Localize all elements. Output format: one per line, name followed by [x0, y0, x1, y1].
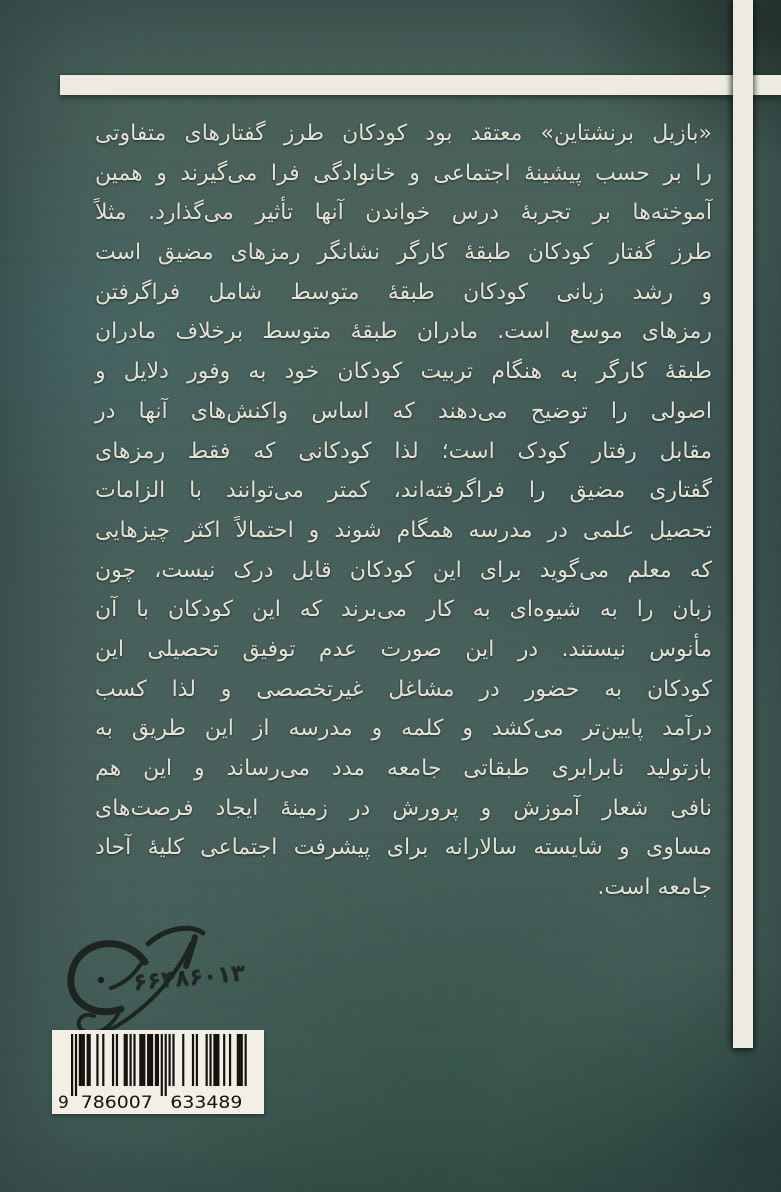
logo-dot — [98, 977, 104, 983]
paragraph-line: نافی شعار آموزش و پرورش در زمینهٔ ایجاد فرصت‌های — [95, 795, 712, 821]
paragraph-line: گفتاری مضیق را فراگرفته‌اند، کمتر می‌توانند با الزامات — [95, 478, 712, 504]
paragraph-line: را بر حسب پیشینهٔ اجتماعی و خانوادگی فرا می‌گیرند و همین — [95, 160, 712, 186]
paragraph-line: و رشد زبانی کودکان طبقهٔ متوسط شامل فراگرفتن — [95, 279, 712, 305]
publisher-phone-number: ۶۶۴۸۶۰۱۳ — [132, 960, 247, 996]
isbn-digit-group: 9 — [58, 1093, 69, 1112]
vertical-accent-bar — [733, 0, 753, 1048]
paragraph-line: که معلم می‌گوید برای این کودکان قابل درک نیست، چون — [95, 557, 712, 583]
paragraph-line: مأنوس نیستند. در این صورت عدم توفیق تحصیلی این — [95, 636, 712, 662]
paragraph-line: درآمد پایین‌تر می‌کشد و کلمه و مدرسه از این طریق به — [95, 716, 712, 742]
paragraph-line: زبان را به شیوه‌ای به کار می‌برند که این کودکان با آن — [95, 597, 712, 623]
horizontal-accent-bar — [60, 75, 781, 95]
paragraph-line: بازتولید نابرابری طبقاتی جامعه مدد می‌رساند و این هم — [95, 756, 712, 781]
paragraph-line: مقابل رفتار کودک است؛ لذا کودکانی که فقط رمزهای — [95, 438, 712, 464]
paragraph-line: اصولی را توضیح می‌دهند که اساس واکنش‌های آنها در — [95, 398, 712, 424]
summary-paragraph — [95, 114, 712, 908]
paragraph-line: «بازیل برنشتاین» معتقد بود کودکان طرز گفتارهای متفاوتی — [95, 121, 712, 146]
paragraph-line: تحصیل علمی در مدرسه همگام شوند و احتمالاً اکثر چیزهایی — [95, 517, 712, 543]
paragraph-line: طبقهٔ کارگر به هنگام تربیت کودکان خود به وفور دلایل و — [95, 359, 712, 385]
paragraph-line: مساوی و شایسته سالارانه برای پیشرفت اجتماعی کلیهٔ آحاد — [95, 835, 712, 861]
paragraph-line: کودکان به حضور در مشاغل غیرتخصصی و لذا کسب — [95, 676, 712, 702]
isbn-digit-group: 633489 — [170, 1093, 243, 1112]
isbn-digit-group: 786007 — [80, 1093, 153, 1112]
paragraph-line: طرز گفتار کودکان طبقهٔ کارگر نشانگر رمزهای مضیق است — [95, 240, 712, 266]
paragraph-line: جامعه است. — [597, 875, 712, 901]
paragraph-line: رمزهای موسع است. مادران طبقهٔ متوسط برخلاف مادران — [95, 319, 712, 345]
isbn-barcode — [52, 1030, 264, 1114]
paragraph-line: آموخته‌ها بر تجربهٔ درس خواندن آنها تأثیر می‌گذارد. مثلاً — [95, 200, 712, 226]
barcode-bars — [58, 1032, 258, 1112]
